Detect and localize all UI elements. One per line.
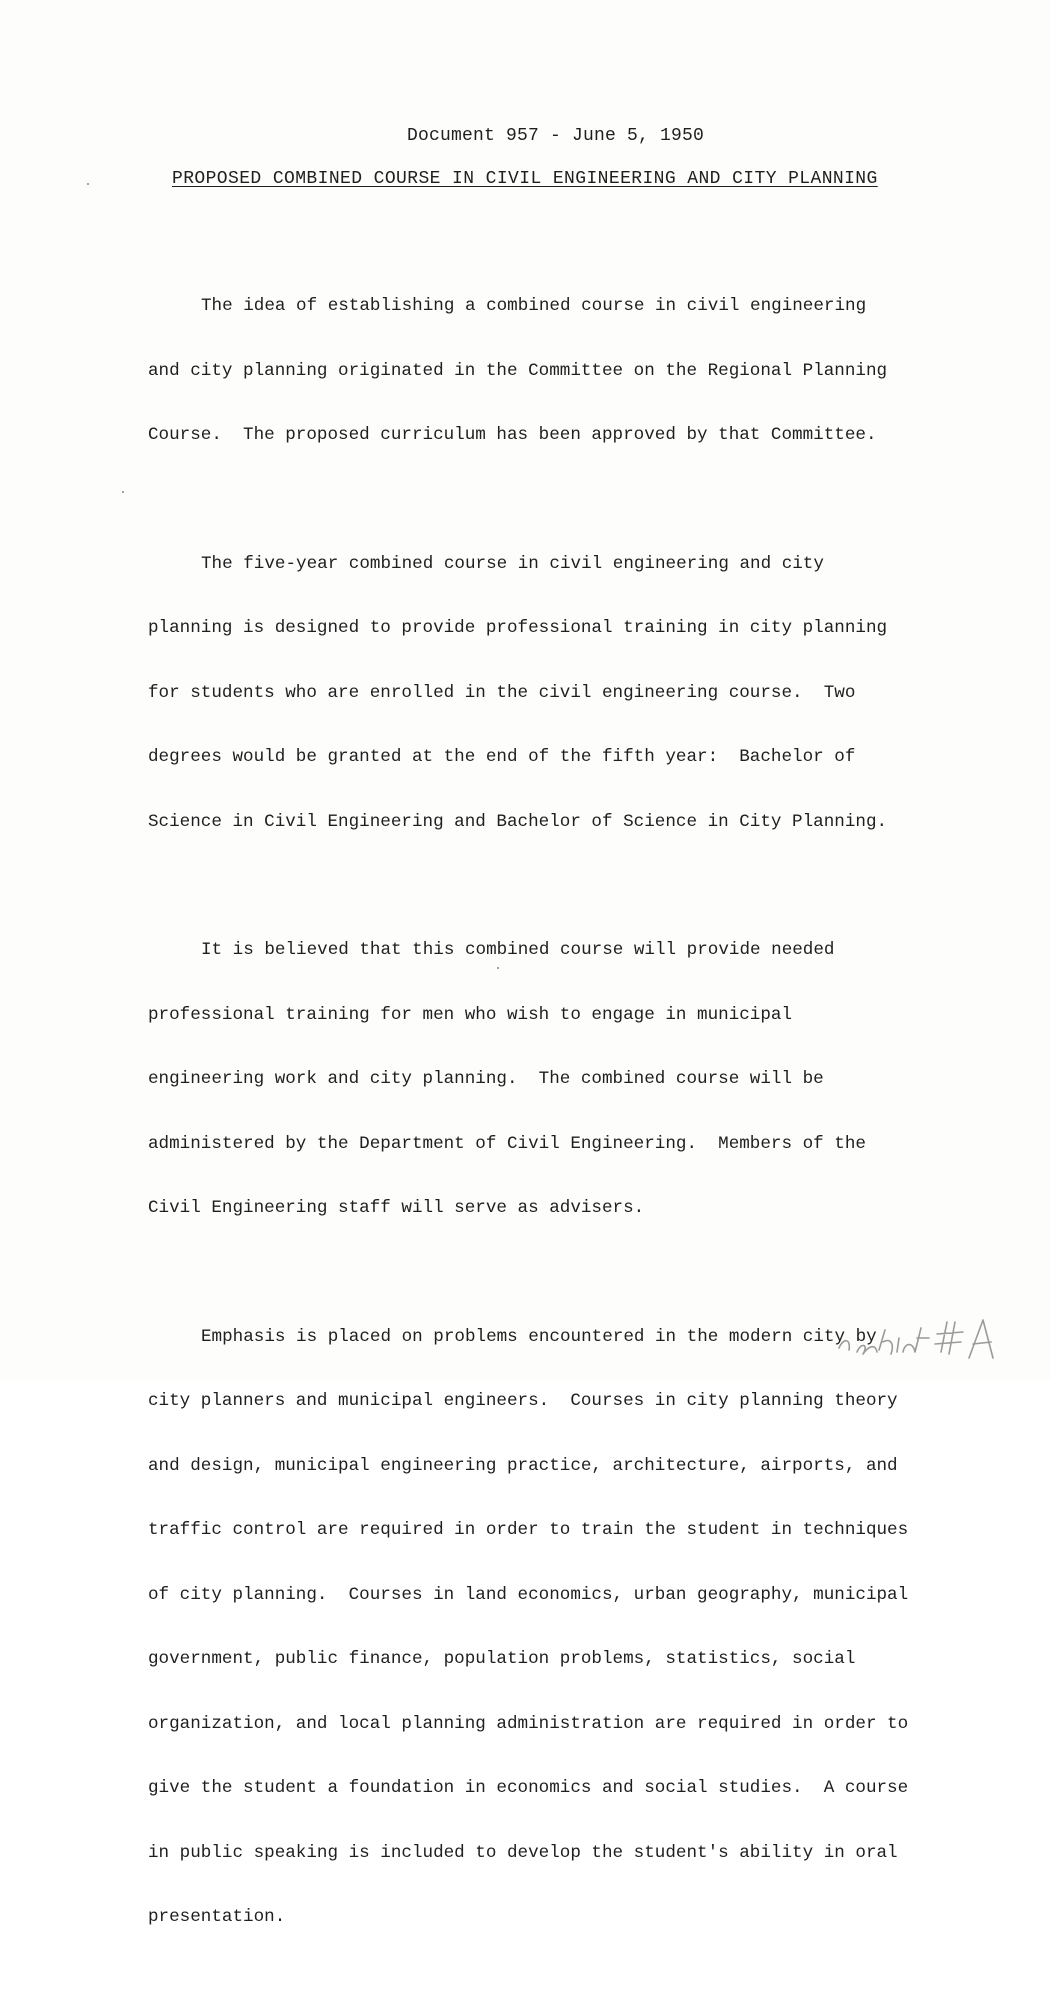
paragraph-line: engineering work and city planning. The combined course will be bbox=[148, 1069, 824, 1089]
paragraph-line: The idea of establishing a combined course in civil engineering bbox=[201, 296, 867, 316]
paragraph-line: Emphasis is placed on problems encountered in the modern city by bbox=[201, 1326, 877, 1347]
paragraph-line: and design, municipal engineering practice, architecture, airports, and bbox=[148, 1455, 898, 1476]
paragraph-line: and city planning originated in the Committee on the Regional Planning bbox=[148, 360, 888, 381]
paragraph-line: It is believed that this combined course will provide needed bbox=[201, 940, 835, 960]
paragraph-line: administered by the Department of Civil Engineering. Members of the bbox=[148, 1133, 866, 1154]
paragraph-line: traffic control are required in order to train the student in techniques bbox=[148, 1520, 909, 1540]
paragraph-line: Civil Engineering staff will serve as advisers. bbox=[148, 1198, 645, 1218]
paragraph-line: for students who are enrolled in the civil engineering course. Two bbox=[148, 682, 856, 703]
document-body bbox=[148, 253, 918, 1993]
paragraph-line: Science in Civil Engineering and Bachelor of Science in City Planning. bbox=[148, 811, 888, 832]
paragraph-line: planning is designed to provide professional training in city planning bbox=[148, 618, 888, 638]
paragraph-line: The five-year combined course in civil engineering and city bbox=[201, 553, 824, 574]
paragraph-line: Course. The proposed curriculum has been approved by that Committee. bbox=[148, 425, 877, 445]
paragraph-1 bbox=[148, 253, 918, 490]
paragraph-3 bbox=[148, 897, 918, 1263]
paragraph-line: degrees would be granted at the end of the fifth year: Bachelor of bbox=[148, 747, 856, 767]
scan-speck bbox=[87, 183, 89, 185]
scan-speck bbox=[497, 967, 499, 969]
paragraph-2 bbox=[148, 511, 918, 877]
paragraph-line: presentation. bbox=[148, 1907, 286, 1927]
paragraph-line: city planners and municipal engineers. Courses in city planning theory bbox=[148, 1391, 898, 1411]
paragraph-line: professional training for men who wish to engage in municipal bbox=[148, 1004, 793, 1025]
paragraph-line: government, public finance, population problems, statistics, social bbox=[148, 1649, 856, 1669]
paragraph-line: organization, and local planning administration are required in order to bbox=[148, 1713, 909, 1734]
document-number-date: Document 957 - June 5, 1950 bbox=[406, 126, 705, 146]
paragraph-line: of city planning. Courses in land economics, urban geography, municipal bbox=[148, 1584, 909, 1605]
scan-speck bbox=[122, 491, 124, 493]
paragraph-line: give the student a foundation in economics and social studies. A course bbox=[148, 1778, 909, 1798]
handwritten-exhibit-mark bbox=[833, 1308, 1023, 1368]
paragraph-4 bbox=[148, 1284, 918, 1972]
document-title: PROPOSED COMBINED COURSE IN CIVIL ENGINEERING AND CITY PLANNING bbox=[172, 169, 878, 189]
paragraph-line: in public speaking is included to develop the student's ability in oral bbox=[148, 1842, 898, 1863]
